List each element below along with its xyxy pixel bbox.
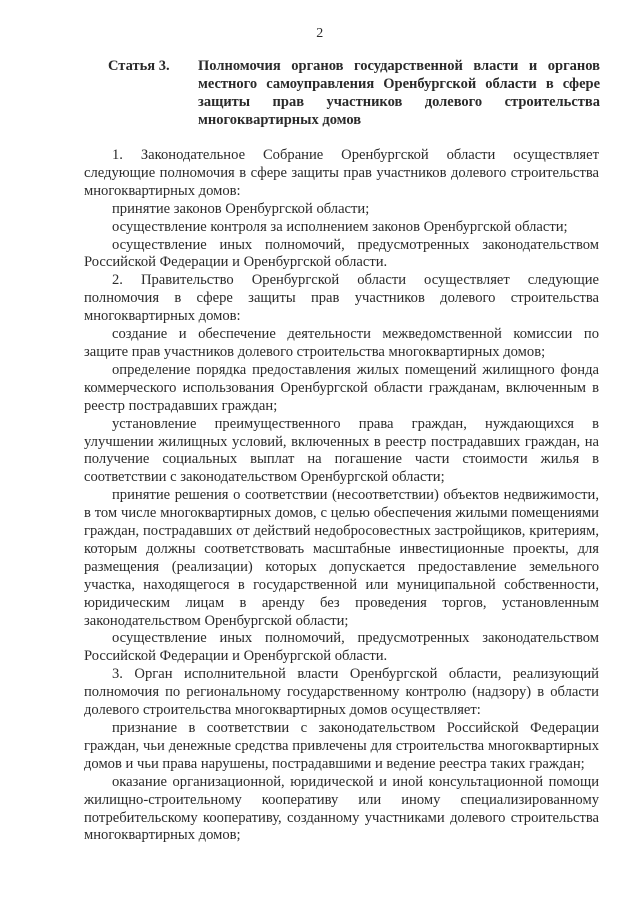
list-item: создание и обеспечение деятельности межведомственной комиссии по защите прав участников долевого строительства многоквартирных домов; bbox=[84, 326, 599, 360]
paragraph-2: 2. Правительство Оренбургской области осуществляет следующие полномочия в сфере защиты прав участников долевого строительства многоквартирных домов: bbox=[84, 272, 599, 325]
list-item: осуществление контроля за исполнением законов Оренбургской области; bbox=[112, 218, 568, 235]
article-body bbox=[84, 147, 599, 845]
list-item: признание в соответствии с законодательством Российской Федерации граждан, чьи денежные средства привлечены для строительства многоквартирных домов и чьи права нарушены, пострадавшими и ведение реестра таких граждан; bbox=[84, 720, 599, 772]
article-title: Полномочия органов государственной власти и органов местного самоуправления Оренбургской области в сфере защиты прав участников долевого строительства многоквартирных домов bbox=[198, 58, 600, 128]
list-item: осуществление иных полномочий, предусмотренных законодательством Российской Федерации и Оренбургской области. bbox=[84, 236, 599, 271]
list-item: осуществление иных полномочий, предусмотренных законодательством Российской Федерации и Оренбургской области. bbox=[84, 630, 599, 665]
article-label: Статья 3. bbox=[108, 58, 170, 74]
list-item: установление преимущественного права граждан, нуждающихся в улучшении жилищных условий, включенных в реестр пострадавших граждан, на получение социальных выплат на погашение части стоимости жилья в соответствии с законодательством Оренбургской области; bbox=[84, 415, 599, 486]
paragraph-1: 1. Законодательное Собрание Оренбургской области осуществляет следующие полномочия в сфере защиты прав участников долевого строительства многоквартирных домов: bbox=[84, 147, 599, 199]
article-heading bbox=[108, 57, 600, 129]
list-item: принятие законов Оренбургской области; bbox=[112, 200, 370, 217]
list-item: оказание организационной, юридической и иной консультационной помощи жилищно-строительному кооперативу или иному специализированному потребительскому кооперативу, созданному участниками долевого строительства многоквартирных домов; bbox=[84, 773, 599, 844]
list-item: принятие решения о соответствии (несоответствии) объектов недвижимости, в том числе многоквартирных домов, с целью обеспечения жилыми помещениями граждан, пострадавших от действий недобросовестных застройщиков, критериям, которым должны соответствовать масштабные инвестиционные проекты, для размещения (реализации) которых допускается предоставление земельного участка, находящегося в государственной или муниципальной собственности, юридическим лицам в аренду без проведения торгов, установленным законодательством Оренбургской области; bbox=[84, 487, 599, 629]
paragraph-3: 3. Орган исполнительной власти Оренбургской области, реализующий полномочия по региональному государственному контролю (надзору) в области долевого строительства многоквартирных домов осуществляет: bbox=[84, 666, 599, 719]
list-item: определение порядка предоставления жилых помещений жилищного фонда коммерческого использования Оренбургской области гражданам, включенным в реестр пострадавших граждан; bbox=[84, 361, 599, 414]
page-number: 2 bbox=[316, 26, 324, 41]
